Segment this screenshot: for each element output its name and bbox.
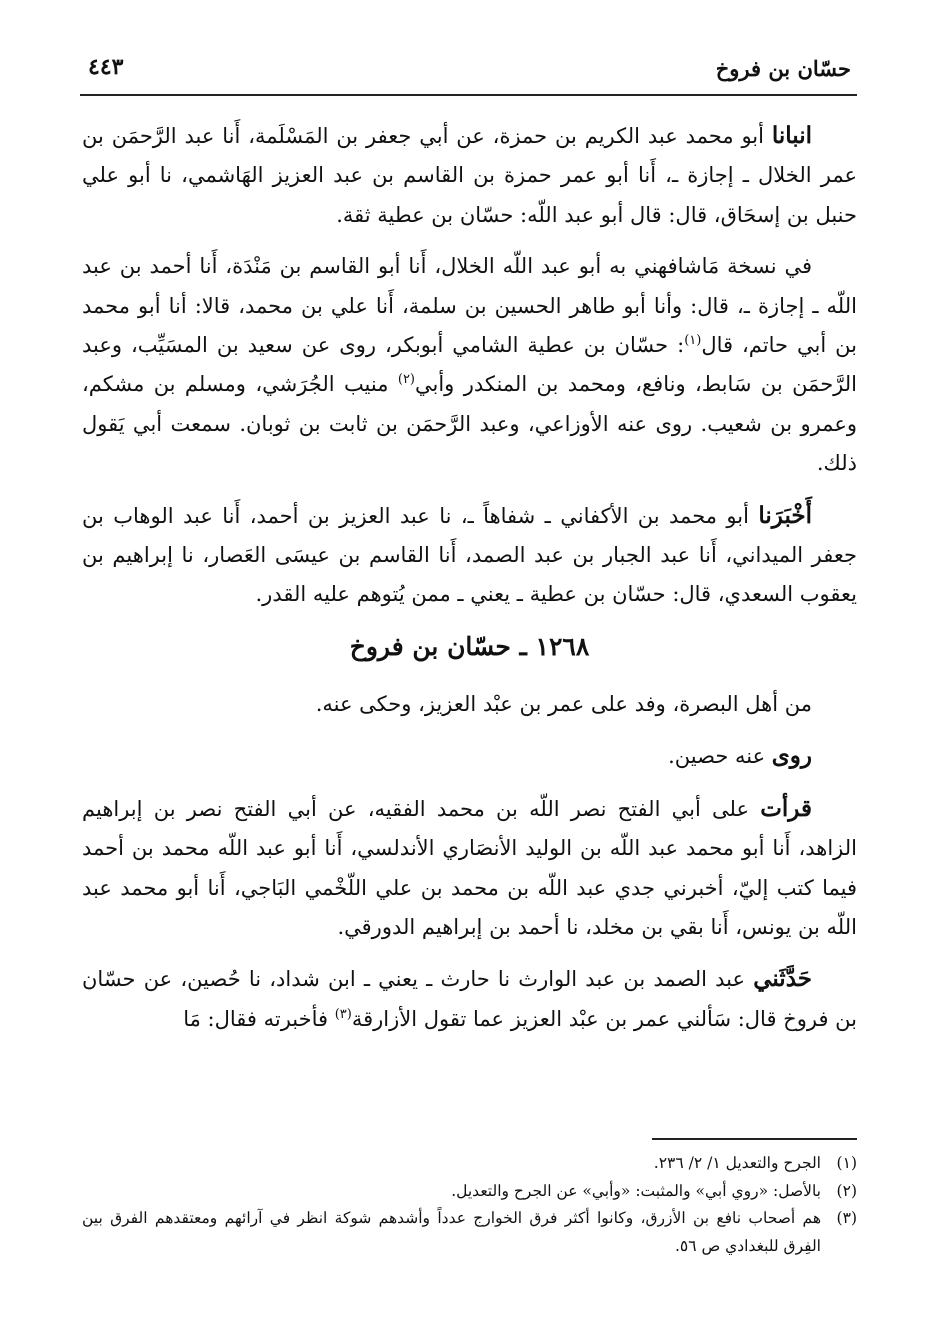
- paragraph-1: [82, 116, 857, 235]
- entry-title: ١٢٦٨ ـ حسّان بن فروخ: [349, 631, 590, 661]
- paragraph-7: [82, 959, 857, 1039]
- page-header: [80, 50, 857, 96]
- paragraph-6-lead: قرأت: [760, 794, 812, 822]
- main-text: [82, 116, 857, 1051]
- paragraph-7-text-b: فأخبرته فقال: مَا: [183, 1006, 335, 1031]
- footnote-3: [82, 1205, 857, 1260]
- footnote-2-text: بالأصل: «روي أبي» والمثبت: «وأبي» عن الجرح والتعديل.: [451, 1181, 821, 1200]
- footnotes: [82, 1150, 857, 1260]
- footnote-1-text: الجرح والتعديل ١/ ٢/ ٢٣٦.: [653, 1154, 821, 1172]
- paragraph-4: من أهل البصرة، وفد على عمر بن عبْد العزيز، وحكى عنه.: [315, 691, 812, 716]
- footnote-2-number: (٢): [836, 1181, 857, 1200]
- paragraph-5-lead: روى: [771, 742, 812, 770]
- paragraph-3-text: أبو محمد بن الأكفاني ـ شفاهاً ـ، نا عبد العزيز بن أحمد، أَنا عبد الوهاب بن جعفر الميداني، أَنا عبد الجبار بن عبد الصمد، أَنا القاسم بن عيسَى العَصار، نا إبراهيم بن يعقوب السعدي، قال: حسّان بن عطية ـ يعني ـ ممن يُتوهم عليه القدر.: [82, 503, 857, 607]
- paragraph-7-lead: حَدَّثَني: [753, 965, 812, 993]
- paragraph-2-text-b: : حسّان بن عطية الشامي أبوبكر، روى عن سعيد بن المسَيِّب، وعبد الرَّحمَن بن سَابط، ونافع، ومحمد بن المنكدر وأبي: [82, 333, 857, 397]
- paragraph-5-text: عنه حصين.: [668, 744, 772, 769]
- paragraph-7-text-a: عبد الصمد بن عبد الوارث نا حارث ـ يعني ـ ابن شداد، نا حُصين، عن حسّان بن فروخ قال: سَألني عمر بن عبْد العزيز عما تقول الأزارقة: [82, 967, 857, 1031]
- paragraph-2-text-c: منيب الجُرَشي، ومسلم بن مشكم، وعمرو بن شعيب. روى عنه الأوزاعي، وعبد الرَّحمَن بن ثابت بن ثوبان. سمعت أبي يَقول ذلك.: [82, 372, 857, 476]
- paragraph-2: [82, 247, 857, 483]
- footnote-ref-2[interactable]: (٢): [397, 372, 415, 388]
- paragraph-3: [82, 496, 857, 615]
- paragraph-5: [82, 736, 857, 776]
- footnote-divider: [652, 1138, 857, 1140]
- paragraph-1-lead: انبانا: [771, 122, 812, 149]
- paragraph-3-lead: أَخْبَرَنا: [758, 501, 812, 529]
- footnote-ref-1[interactable]: (١): [684, 333, 702, 349]
- paragraph-6-text: على أبي الفتح نصر اللّه بن محمد الفقيه، عن أبي الفتح نصر بن إبراهيم الزاهد، أَنا أبو محمد عبد اللّه بن الوليد الأنصَاري الأندلسي، أَنا أبو عبد اللّه محمد بن أحمد فيما كتب إليّ، أخبرني جدي عبد اللّه بن محمد بن علي اللّخْمي البَاجي، أَنا أبو محمد عبد اللّه بن يونس، أَنا بقي بن مخلد، نا أحمد بن إبراهيم الدورقي.: [82, 796, 857, 939]
- footnote-2: [82, 1178, 857, 1206]
- footnote-1-number: (١): [836, 1154, 857, 1172]
- footnote-ref-3[interactable]: (٣): [334, 1006, 352, 1022]
- page-number: ٤٤٣: [88, 54, 124, 80]
- paragraph-6: [82, 789, 857, 948]
- footnote-1: [82, 1150, 857, 1178]
- footnote-3-text: هم أصحاب نافع بن الأزرق، وكانوا أكثر فرق الخوارج عدداً وأشدهم شوكة انظر في آرائهم ومعتقدهم الفرق بين الفِرق للبغدادي ص ٥٦.: [82, 1209, 821, 1255]
- paragraph-1-text: أبو محمد عبد الكريم بن حمزة، عن أبي جعفر بن المَسْلَمة، أَنا عبد الرَّحمَن بن عمر الخلال ـ إجازة ـ، أَنا أبو عمر حمزة بن القاسم بن عبد العزيز الهَاشمي، نا أبو علي حنبل بن إسحَاق، قال: قال أبو عبد اللّه: حسّان بن عطية ثقة.: [82, 124, 857, 227]
- running-title: حسّان بن فروخ: [715, 56, 851, 81]
- footnote-3-number: (٣): [836, 1209, 857, 1227]
- paragraph-2-text-a: في نسخة مَاشافهني به أبو عبد اللّه الخلال، أَنا أبو القاسم بن مَنْدَة، أَنا أحمد بن عبد اللّه ـ إجازة ـ، قال: وأنا أبو طاهر الحسين بن سلمة، أَنا علي بن محمد، قالا: أنا أبو محمد بن أبي حاتم، قال: [82, 254, 857, 358]
